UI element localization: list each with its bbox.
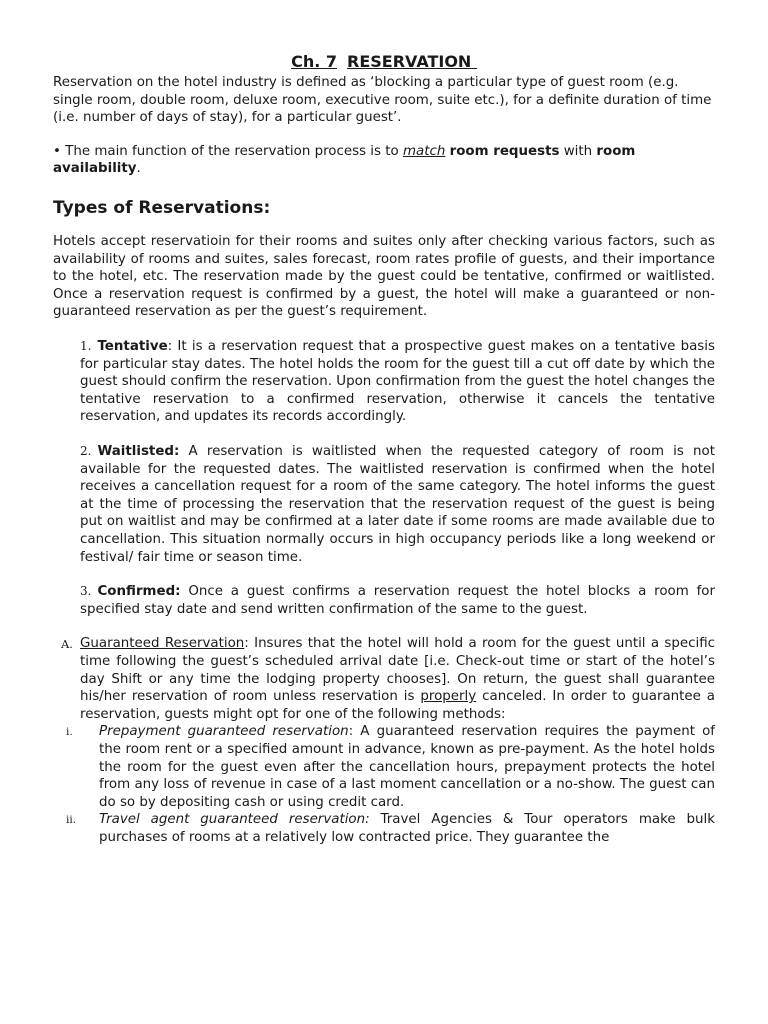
item-term: Confirmed:	[97, 584, 181, 600]
chapter-title	[53, 52, 715, 72]
method-prepayment	[66, 723, 715, 811]
item-text: It is a reservation request that a prospective guest makes on a tentative basis for particular stay dates. The hotel holds the room for the guest till a cut off date by which the guest should confirm the reservation. Upon confirmation from the guest the hotel changes the tentative reservation to a confirmed reservation, otherwise it cancels the tentative reservation, and updates its records accordingly.	[80, 339, 715, 425]
match-word: match	[402, 143, 446, 159]
guaranteed-text-b: canceled. In order to guarantee a reservation, guests might opt for one of the following methods:	[80, 689, 716, 722]
item-number: 2.	[80, 444, 92, 459]
guaranteed-reservation-item	[61, 635, 716, 846]
room-availability-term: room availability	[53, 143, 636, 177]
item-text: Once a guest confirms a reservation request the hotel blocks a room for specified stay date and send written confirmation of the same to the guest.	[80, 584, 715, 617]
bullet-end: .	[136, 161, 141, 177]
room-requests-term: room requests	[449, 143, 560, 159]
reservation-types-list	[53, 338, 715, 618]
with-word: with	[563, 143, 593, 159]
item-text: A reservation is waitlisted when the requested category of room is not available for the requested dates. The waitlisted reservation is confirmed when the hotel receives a cancellation request for a room of the same category. The hotel informs the guest at the time of processing the reservation that the reservation request of the guest is being put on waitlist and may be confirmed at a later date if some rooms are made available due to cancellation. This situation normally occurs in high occupancy periods like a long weekend or festival/ fair time or season time.	[80, 444, 715, 565]
list-item-tentative	[80, 338, 715, 426]
list-item-waitlisted	[80, 443, 715, 566]
types-intro-paragraph: Hotels accept reservatioin for their rooms and suites only after checking various factors, such as availability of rooms and suites, sales forecast, room rates profile of guests, and their importance to the hotel, etc. The reservation made by the guest could be tentative, confirmed or waitlisted. Once a reservation request is confirmed by a guest, the hotel will make a guaranteed or non-guaranteed reservation as per the guest’s requirement.	[53, 234, 715, 320]
document-page	[53, 52, 715, 846]
item-number: 1.	[80, 339, 92, 354]
item-number: 3.	[80, 584, 92, 599]
method-marker: i.	[66, 726, 73, 739]
item-term: Waitlisted:	[97, 444, 180, 460]
method-text: Travel Agencies & Tour operators make bulk purchases of rooms at a relatively low contracted price. They guarantee the	[99, 812, 715, 845]
method-term: Prepayment guaranteed reservation	[99, 724, 349, 740]
list-item-confirmed	[80, 583, 715, 618]
method-marker: ii.	[66, 814, 77, 827]
item-sep: :	[167, 339, 173, 355]
chapter-topic: RESERVATION	[347, 52, 472, 71]
guaranteed-section	[53, 635, 715, 846]
types-heading: Types of Reservations:	[53, 197, 271, 218]
method-text: : A guaranteed reservation requires the payment of the room rent or a specified amount in advance, known as pre-payment. As the hotel holds the room for the guest even after the cancellation hours, prepayment protects the hotel from any loss of revenue in case of a last moment cancellation or a no-show. The guest can do so by depositing cash or using credit card.	[99, 724, 715, 810]
item-term: Tentative	[97, 339, 168, 355]
properly-word: properly	[420, 689, 477, 705]
guaranteed-text-a: : Insures that the hotel will hold a room for the guest until a specific time following the guest’s scheduled arrival date [i.e. Check-out time or start of the hotel’s day Shift or any time the lodging property chooses]. On return, the guest shall guarantee his/her reservation of room unless reservation is	[80, 636, 715, 705]
method-travel-agent	[66, 811, 715, 846]
main-function-prefix: The main function of the reservation process is to	[65, 143, 399, 159]
guarantee-methods-list	[66, 723, 715, 846]
main-function-bullet: • The main function of the reservation process is to match room requests with room availability.	[53, 143, 636, 177]
guaranteed-term: Guaranteed Reservation	[80, 636, 245, 652]
method-term: Travel agent guaranteed reservation:	[99, 812, 370, 828]
section-marker: A.	[61, 637, 73, 652]
chapter-number: Ch. 7	[291, 52, 337, 71]
intro-paragraph: Reservation on the hotel industry is defined as ‘blocking a particular type of guest room (e.g. single room, double room, deluxe room, executive room, suite etc.), for a definite duration of time (i.e. number of days of stay), for a particular guest’.	[53, 75, 712, 126]
